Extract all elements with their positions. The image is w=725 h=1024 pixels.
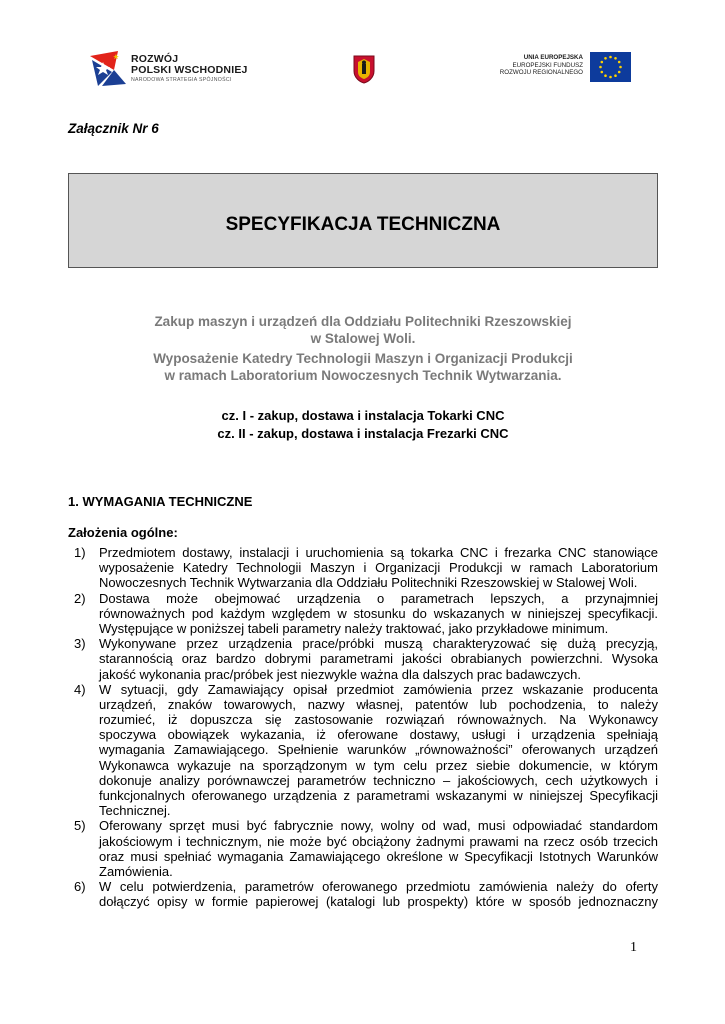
attachment-label: Załącznik Nr 6 — [68, 121, 159, 136]
item-line: Oferowany sprzęt musi być fabrycznie nowy, wolny od wad, musi odpowiadać standardom — [99, 818, 658, 834]
item-line: Nowoczesnych Technik Wytwarzania dla Oddziału Politechniki Rzeszowskiej w Stalowej Woli. — [99, 575, 638, 591]
item-line: wymagania Zamawiającego. Spełnienie warunków „równoważności” oferowanych urządzeń — [99, 742, 658, 758]
item-line: starannością oraz bardzo dobrymi parametrami jakości obrabianych powierzchni. Wysoka — [99, 651, 658, 667]
item-number: 5) — [74, 818, 86, 834]
page-number: 1 — [630, 940, 637, 955]
subtitle-line-1: Zakup maszyn i urządzeń dla Oddziału Politechniki Rzeszowskiej — [154, 314, 572, 329]
item-line: wyposażenie Katedry Technologii Maszyn i Organizacji Produkcji w ramach Laboratorium — [99, 560, 658, 576]
part-1: cz. I - zakup, dostawa i instalacja Tokarki CNC — [221, 408, 505, 423]
item-line: jakość wykonania prac/próbek jest niezwykle ważna dla dalszych prac badawczych. — [99, 666, 581, 682]
item-line: dołączyć opisy w formie papierowej (katalogi lub prospekty) które w sposób jednoznaczny — [99, 894, 658, 910]
general-assumptions-label: Założenia ogólne: — [68, 525, 178, 540]
list-item — [68, 636, 658, 682]
subtitle-line-2: w Stalowej Woli. — [310, 331, 416, 346]
rozwoj-polski-wschodniej-logo — [88, 50, 263, 88]
item-line: Występujące w poniższej tabeli parametry należy traktować, jako przykładowe minimum. — [99, 620, 609, 636]
item-line: dokonuje analizy porównawczej parametrów techniczno – jakościowych, cech użytkowych i — [99, 772, 658, 788]
item-line: funkcjonalnych oferowanego urządzenia z parametrami wskazanymi w niniejszej Specyfikacji — [99, 788, 658, 803]
part-2: cz. II - zakup, dostawa i instalacja Frezarki CNC — [217, 426, 509, 441]
item-line: Wykonawca wykazuje na sporządzonym w tym celu przez siebie dokumencie, w którym — [99, 757, 658, 773]
eu-line-2: EUROPEJSKI FUNDUSZ — [512, 61, 583, 69]
item-line: W celu potwierdzenia, parametrów oferowanego przedmiotu zamówienia należy do oferty — [99, 879, 658, 895]
item-line: W sytuacji, gdy Zamawiający opisał przedmiot zamówienia przez wskazanie producenta — [99, 681, 658, 697]
eu-line-1: UNIA EUROPEJSKA — [523, 54, 583, 61]
subtitle-line-4: w ramach Laboratorium Nowoczesnych Technik Wytwarzania. — [164, 368, 562, 383]
rpw-emblem-icon — [88, 50, 128, 88]
item-line: jakościowym i technicznym, nie może być obciążony żadnymi prawami na rzecz osób trzecich — [99, 833, 658, 849]
requirements-list — [68, 545, 658, 910]
item-line: oraz musi spełniać wymagania Zamawiającego określone w Specyfikacji Istotnych Warunków — [99, 848, 658, 864]
eu-fund-text — [495, 54, 583, 77]
list-item — [68, 591, 658, 637]
university-crest-icon — [353, 54, 375, 84]
subtitle-line-3: Wyposażenie Katedry Technologii Maszyn i Organizacji Produkcji — [153, 351, 573, 366]
item-line: Przedmiotem dostawy, instalacji i uruchomienia są tokarka CNC i frezarka CNC stanowiące — [99, 545, 658, 560]
item-number: 1) — [74, 545, 86, 560]
item-line: Technicznej. — [99, 803, 171, 819]
title-box — [68, 173, 658, 268]
item-number: 4) — [74, 681, 86, 697]
list-item — [68, 545, 658, 591]
item-line: spoczywa obowiązek wykazania, iż oferowane dostawy, usługi i urządzenia spełniają — [99, 727, 658, 743]
item-number: 6) — [74, 879, 86, 895]
item-line: Wykonywane przez urządzenia prace/próbki muszą charakteryzować się dużą precyzją, — [99, 636, 658, 652]
rpw-line-2: POLSKI WSCHODNIEJ — [131, 64, 248, 76]
eu-flag-icon — [590, 52, 631, 82]
list-item — [68, 818, 658, 879]
item-line: Dostawa może obejmować urządzenia o parametrach lepszych, a przynajmniej — [99, 590, 658, 606]
rpw-line-1: ROZWÓJ — [131, 53, 179, 65]
section-heading: 1. WYMAGANIA TECHNICZNE — [68, 494, 253, 509]
item-line: rozumieć, iż dopuszcza się zastosowanie rozwiązań równoważnych. Na Wykonawcy — [99, 712, 658, 728]
item-line: urządzeń, znaków towarowych, nazwy własnej, patentów lub pochodzenia, to należy — [99, 696, 658, 712]
item-number: 3) — [74, 636, 86, 652]
list-item — [68, 879, 658, 909]
item-number: 2) — [74, 590, 86, 606]
list-item — [68, 682, 658, 819]
eu-line-3: ROZWOJU REGIONALNEGO — [499, 69, 583, 77]
rpw-line-3: NARODOWA STRATEGIA SPÓJNOŚCI — [131, 77, 232, 83]
item-line: Zamówienia. — [99, 863, 173, 879]
item-line: równoważnych pod każdym względem w stosunku do wskazanych w niniejszej specyfikacji. — [99, 605, 658, 621]
page-title: SPECYFIKACJA TECHNICZNA — [225, 213, 501, 235]
